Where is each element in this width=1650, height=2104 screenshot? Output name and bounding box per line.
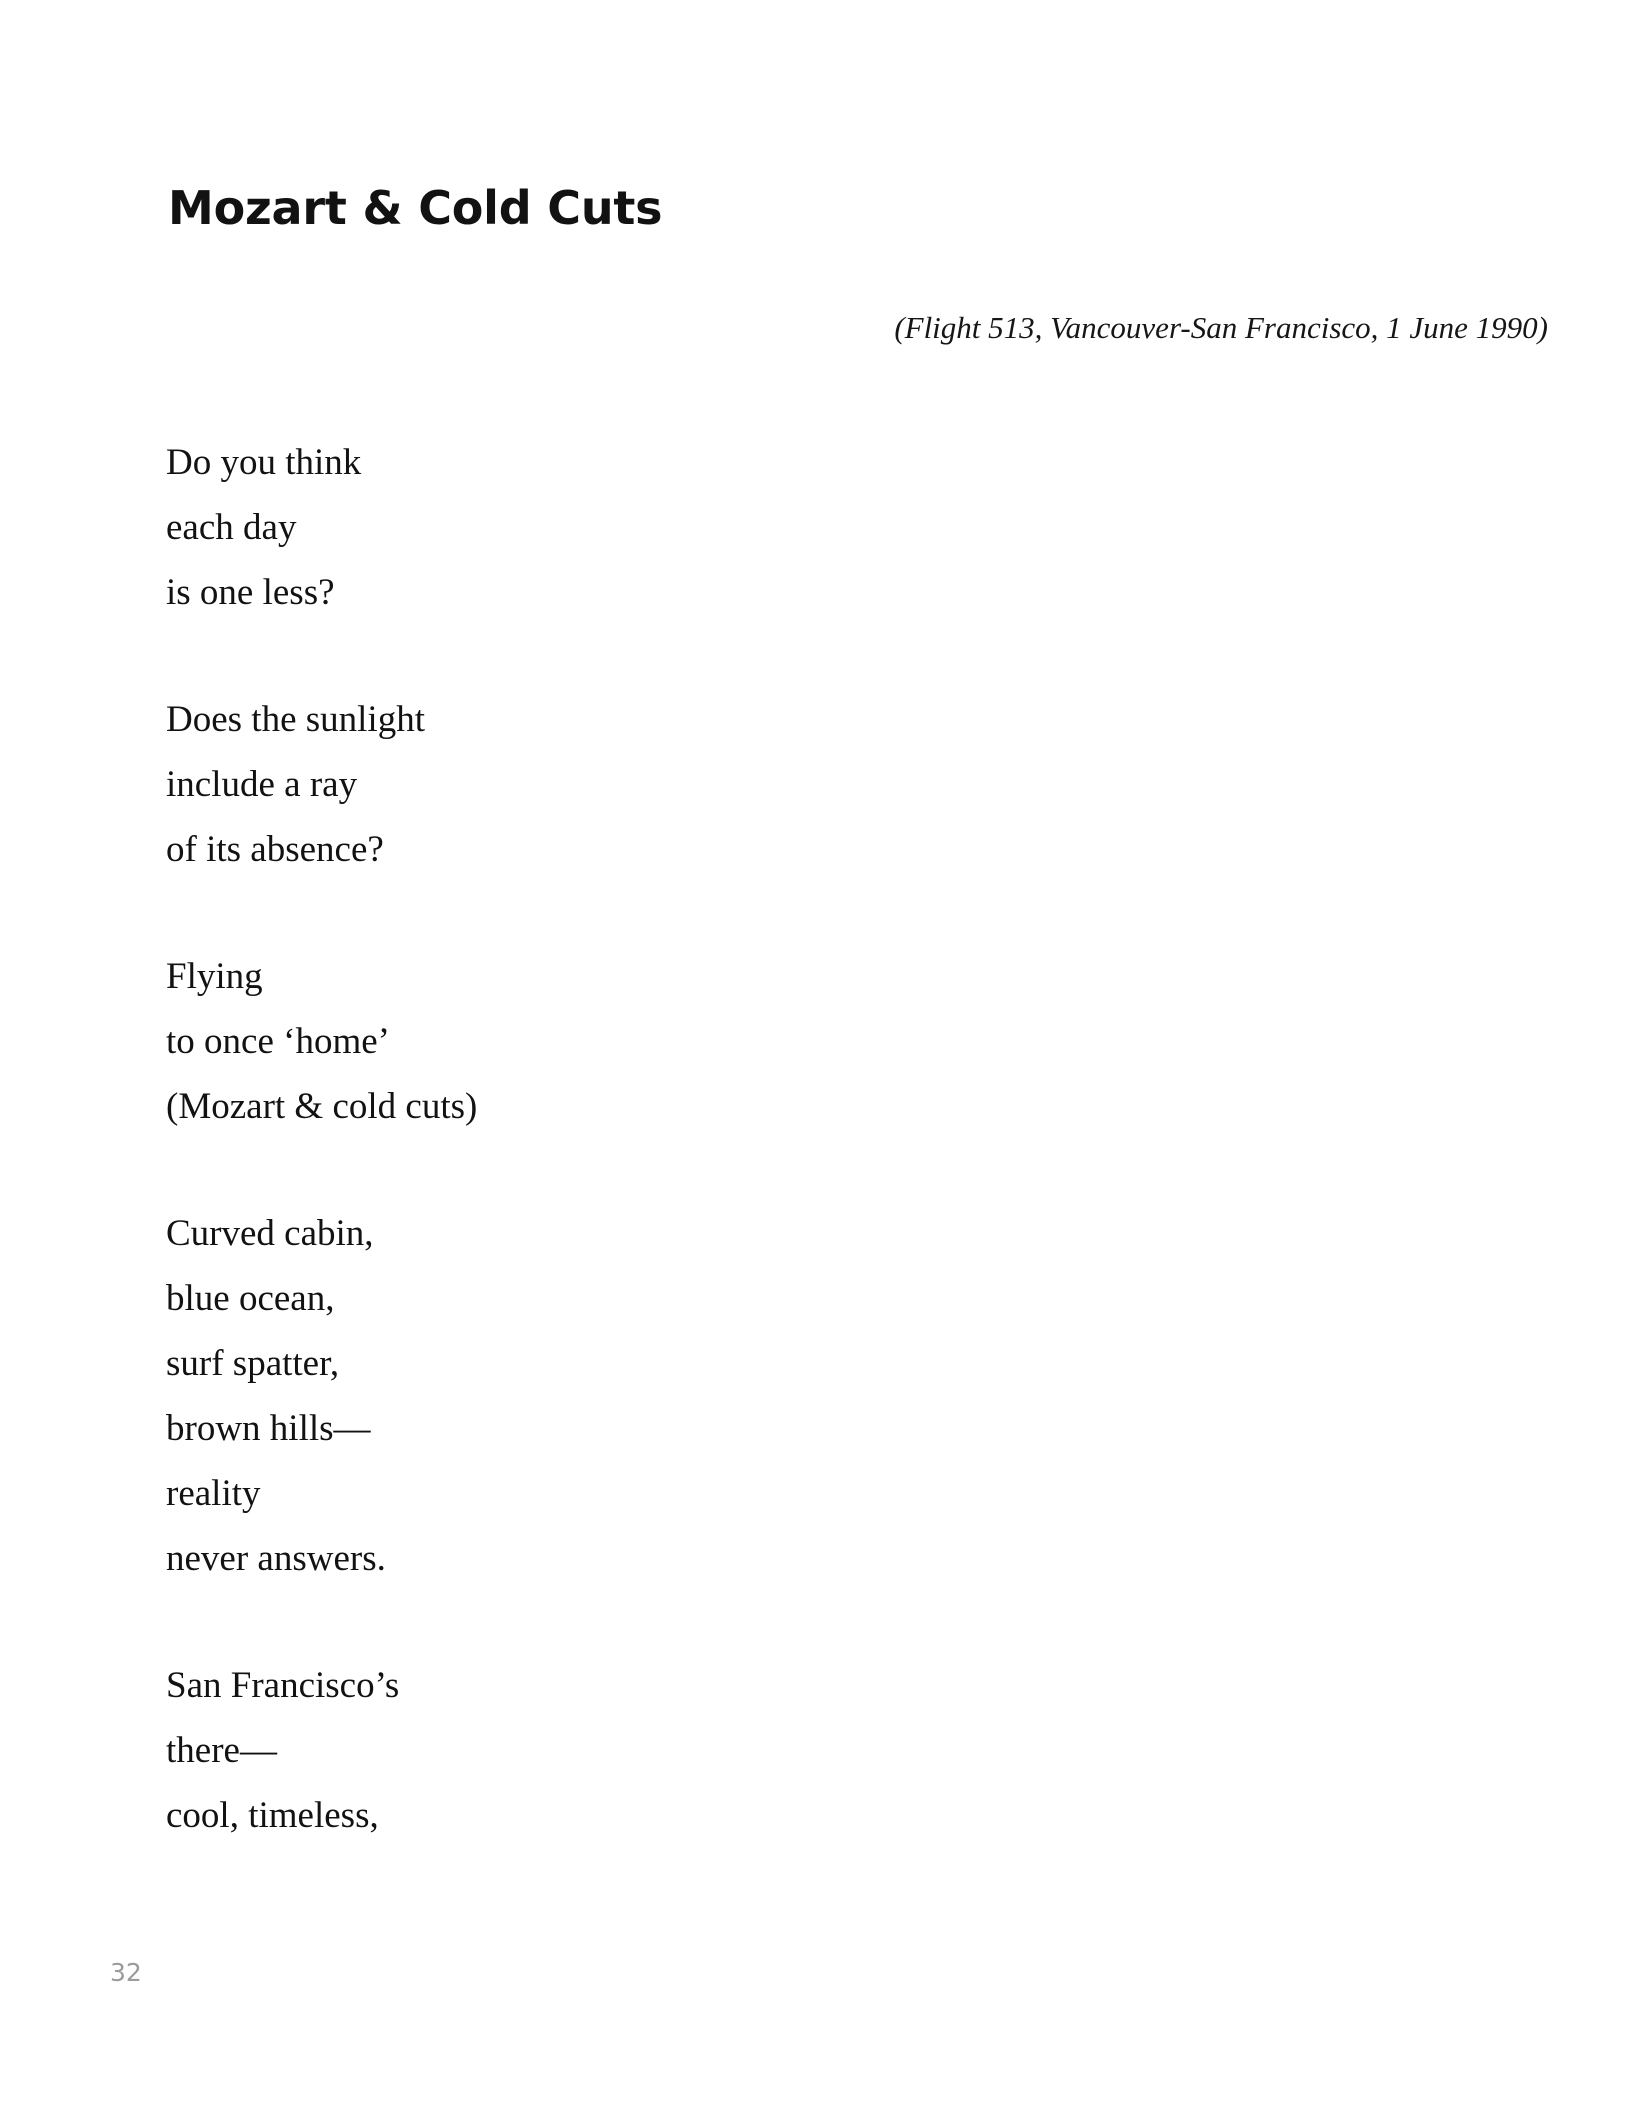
poem-line: each day [166,507,297,548]
poem-line: surf spatter, [166,1343,340,1384]
poem-line: cool, timeless, [166,1795,379,1836]
poem-line: Flying [166,956,263,997]
page-number: 32 [110,1958,142,1987]
poem-line: there— [166,1730,277,1771]
poem-line: never answers. [166,1538,386,1579]
poem-line: brown hills— [166,1408,371,1449]
poem-line: of its absence? [166,829,384,870]
poem-line: blue ocean, [166,1278,335,1319]
epigraph: (Flight 513, Vancouver-San Francisco, 1 June 1990) [894,310,1548,345]
poem-line: to once ‘home’ [166,1021,390,1062]
poem-line: reality [166,1473,261,1514]
poem-line: Curved cabin, [166,1213,374,1254]
page-title: Mozart & Cold Cuts [168,180,663,235]
stanza [166,1201,1366,1591]
poem-body [166,430,1366,1848]
poem-line: San Francisco’s [166,1665,400,1706]
poem-line: Do you think [166,442,362,483]
poem-line: include a ray [166,764,358,805]
poem-line: Does the sunlight [166,699,425,740]
poem-line: is one less? [166,572,335,613]
stanza [166,944,1366,1139]
stanza [166,430,1366,625]
stanza [166,687,1366,882]
stanza [166,1653,1366,1848]
poem-line: (Mozart & cold cuts) [166,1086,478,1127]
